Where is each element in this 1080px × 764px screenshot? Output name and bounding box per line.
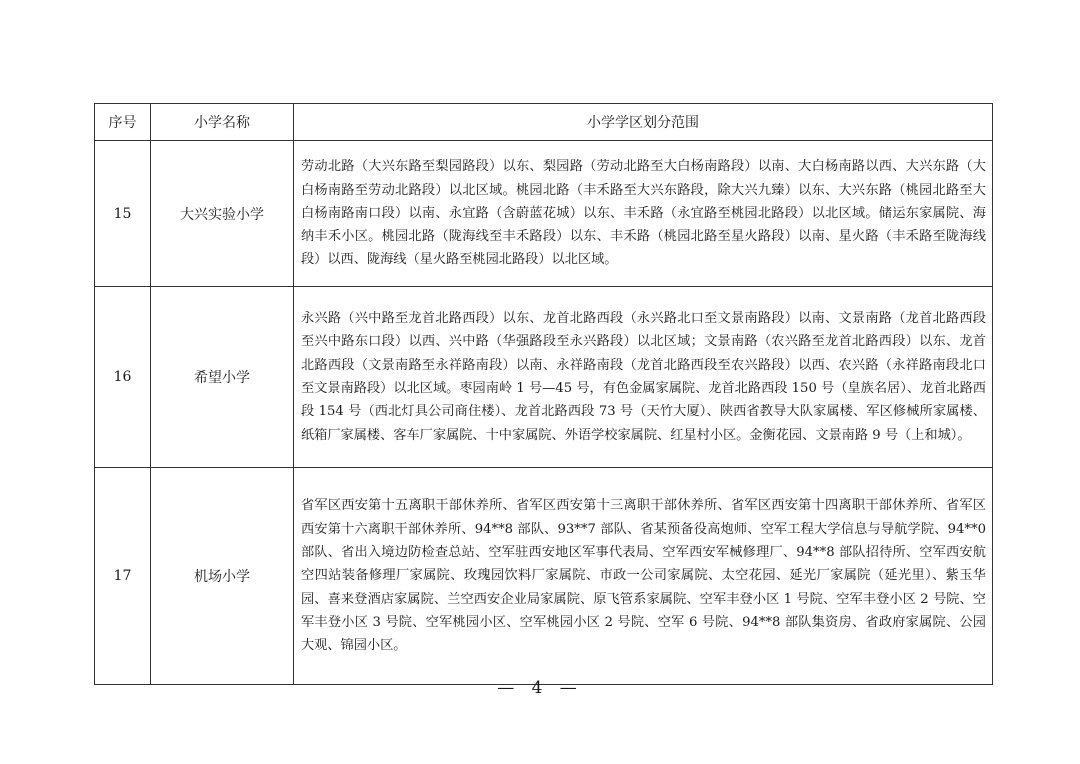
school-district-table: [94, 103, 993, 685]
school-name: 希望小学: [151, 287, 294, 468]
header-district-range: 小学学区划分范围: [294, 104, 993, 141]
table-row: [95, 287, 993, 468]
table-row: [95, 141, 993, 287]
district-range: 劳动北路（大兴东路至梨园路段）以东、梨园路（劳动北路至大白杨南路段）以南、大白杨南路以西、大兴东路（大白杨南路至劳动北路段）以北区域。桃园北路（丰禾路至大兴东路段，除大兴九臻）以东、大兴东路（桃园北路至大白杨南路南口段）以南、永宜路（含蔚蓝花城）以东、丰禾路（永宜路至桃园北路段）以北区域。储运东家属院、海纳丰禾小区。桃园北路（陇海线至丰禾路段）以东、丰禾路（桃园北路至星火路段）以南、星火路（丰禾路至陇海线段）以西、陇海线（星火路至桃园北路段）以北区域。: [294, 141, 993, 287]
school-name: 机场小学: [151, 468, 294, 685]
header-school-name: 小学名称: [151, 104, 294, 141]
row-number: 16: [95, 287, 151, 468]
district-range: 省军区西安第十五离职干部休养所、省军区西安第十三离职干部休养所、省军区西安第十四离职干部休养所、省军区西安第十六离职干部休养所、94**8 部队、93**7 部队、省某预备役高炮师、空军工程大学信息与导航学院、94**0 部队、省出入境边防检查总站、空军驻西安地区军事代表局、空军西安军械修理厂、94**8 部队招待所、空军西安航空四站装备修理厂家属院、玫瑰园饮料厂家属院、市政一公司家属院、太空花园、延光厂家属院（延光里）、紫玉华园、喜来登酒店家属院、兰空西安企业局家属院、原飞管系家属院、空军丰登小区 1 号院、空军丰登小区 2 号院、空军丰登小区 3 号院、空军桃园小区、空军桃园小区 2 号院、空军 6 号院、94**8 部队集资房、省政府家属院、公园大观、锦园小区。: [294, 468, 993, 685]
row-number: 15: [95, 141, 151, 287]
header-number: 序号: [95, 104, 151, 141]
table-row: [95, 468, 993, 685]
district-range: 永兴路（兴中路至龙首北路西段）以东、龙首北路西段（永兴路北口至文景南路段）以南、文景南路（龙首北路西段至兴中路东口段）以西、兴中路（华强路段至永兴路段）以北区域；文景南路（农兴路至龙首北路西段）以东、龙首北路西段（文景南路至永祥路南段）以南、永祥路南段（龙首北路西段至农兴路段）以西、农兴路（永祥路南段北口至文景南路段）以北区域。枣园南岭 1 号—45 号，有色金属家属院、龙首北路西段 150 号（皇族名居）、龙首北路西段 154 号（西北灯具公司商住楼）、龙首北路西段 73 号（天竹大厦）、陕西省教导大队家属楼、军区修械所家属楼、纸箱厂家属楼、客车厂家属院、十中家属院、外语学校家属院、红星村小区。金衡花园、文景南路 9 号（上和城）。: [294, 287, 993, 468]
school-name: 大兴实验小学: [151, 141, 294, 287]
page-number: — 4 —: [497, 678, 583, 698]
row-number: 17: [95, 468, 151, 685]
table-header-row: [95, 104, 993, 141]
